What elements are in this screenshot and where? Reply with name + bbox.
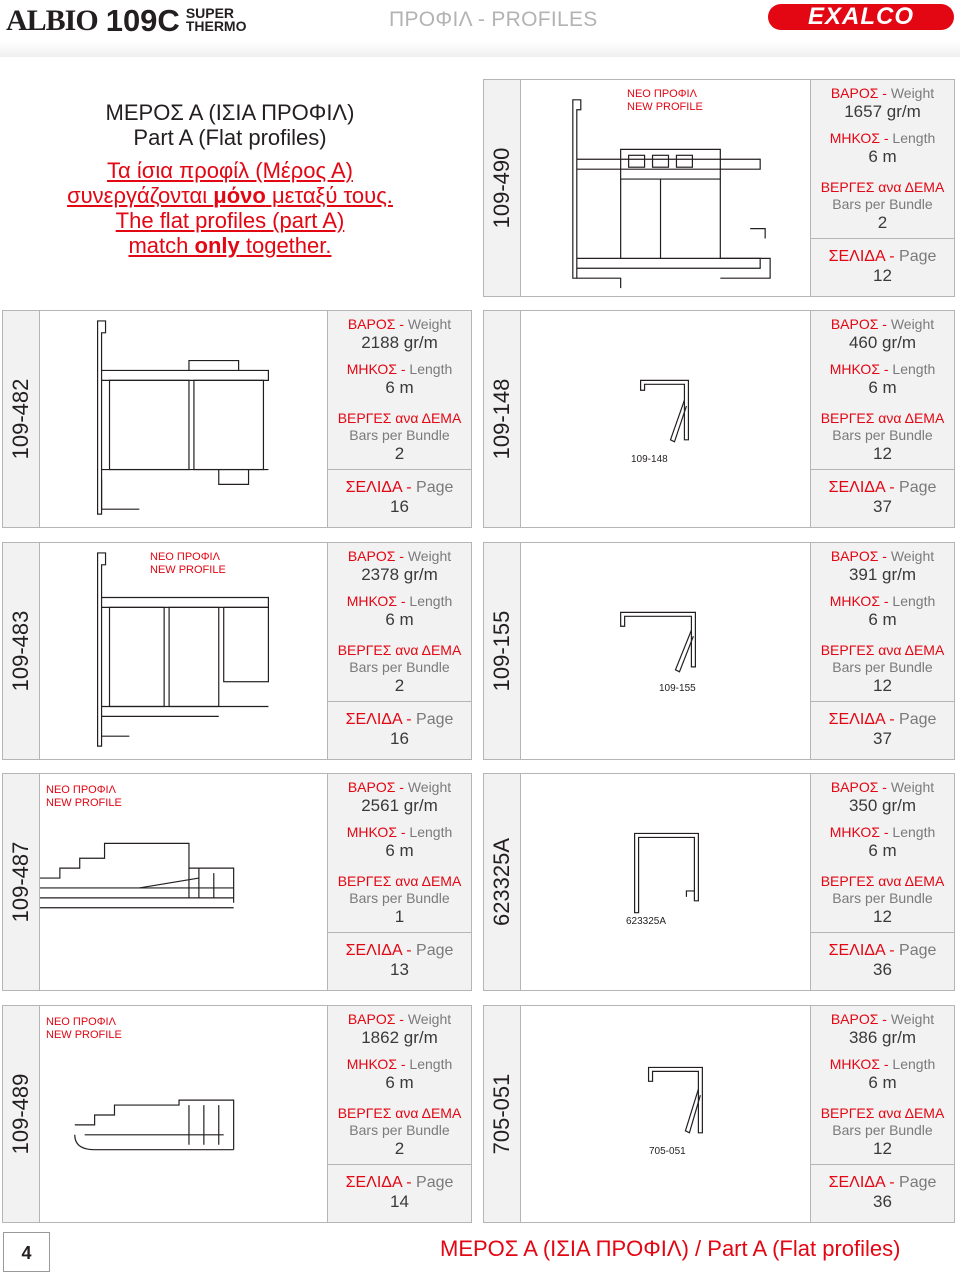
- figure-caption: 623325A: [626, 916, 667, 927]
- length-spec: [811, 130, 954, 166]
- profile-card-109-489: [2, 1005, 472, 1223]
- profile-card-109-148: [483, 310, 955, 528]
- profile-code: 109-155: [489, 610, 514, 692]
- spec-key-gr: ΒΑΡΟΣ -: [830, 316, 887, 332]
- profile-code-strip: [3, 1006, 40, 1222]
- profile-drawing: [521, 311, 810, 527]
- page-ref: [811, 932, 954, 990]
- profile-specs: [327, 543, 471, 759]
- spec-key-en: Weight: [890, 548, 935, 564]
- spec-key-gr: ΜΗΚΟΣ -: [829, 130, 889, 146]
- spec-key-en: Bars per Bundle: [832, 196, 933, 212]
- profile-code-strip: [3, 543, 40, 759]
- profile-code-strip: [484, 1006, 521, 1222]
- spec-key-en: Length: [892, 361, 936, 377]
- profile-code: 109-148: [489, 378, 514, 460]
- weight-value: 2188 gr/m: [361, 333, 438, 352]
- new-tag-en: NEW PROFILE: [46, 1029, 122, 1041]
- new-profile-tag: [46, 784, 122, 810]
- profile-code: 109-489: [8, 1073, 33, 1155]
- profile-drawing: [40, 774, 327, 990]
- profile-card-109-482: [2, 310, 472, 528]
- profile-specs: [327, 311, 471, 527]
- brand-series: [186, 7, 247, 33]
- page-value: 16: [390, 497, 409, 516]
- weight-value: 2561 gr/m: [361, 796, 438, 815]
- page-ref: [328, 469, 471, 527]
- length-value: 6 m: [385, 1073, 414, 1092]
- spec-key-en: Weight: [407, 316, 452, 332]
- profile-card-109-155: [483, 542, 955, 760]
- spec-key-en: Page: [899, 479, 937, 496]
- brand-super-2: THERMO: [185, 18, 247, 34]
- spec-key-gr: ΒΕΡΓΕΣ ανα ΔΕΜΑ: [820, 179, 945, 195]
- spec-key-en: Bars per Bundle: [832, 890, 933, 906]
- page-ref: [328, 932, 471, 990]
- intro-note-en-1: The flat profiles (part A): [115, 208, 345, 233]
- spec-key-en: Weight: [890, 316, 935, 332]
- bars-value: 1: [394, 907, 405, 926]
- spec-key-gr: ΜΗΚΟΣ -: [346, 593, 406, 609]
- page-number: 4: [3, 1232, 50, 1272]
- profile-code-strip: [484, 80, 521, 296]
- profile-specs: [810, 1006, 954, 1222]
- bars-value: 2: [394, 676, 405, 695]
- page-ref: [811, 1164, 954, 1222]
- weight-spec: [811, 316, 954, 352]
- spec-key-gr: ΒΕΡΓΕΣ ανα ΔΕΜΑ: [820, 410, 945, 426]
- profile-drawing: [40, 543, 327, 759]
- intro-text: match: [128, 233, 195, 258]
- profile-card-623325a: [483, 773, 955, 991]
- length-value: 6 m: [868, 610, 897, 629]
- bars-value: 2: [394, 1139, 405, 1158]
- spec-key-gr: ΜΗΚΟΣ -: [346, 824, 406, 840]
- spec-key-gr: ΣΕΛΙΔΑ -: [345, 711, 412, 728]
- spec-key-gr: ΣΕΛΙΔΑ -: [828, 479, 895, 496]
- weight-spec: [811, 548, 954, 584]
- spec-key-en: Weight: [890, 85, 935, 101]
- length-value: 6 m: [385, 610, 414, 629]
- spec-key-en: Bars per Bundle: [349, 427, 450, 443]
- length-spec: [811, 824, 954, 860]
- length-spec: [328, 824, 471, 860]
- spec-key-en: Page: [416, 1174, 454, 1191]
- weight-value: 2378 gr/m: [361, 565, 438, 584]
- spec-key-en: Weight: [407, 779, 452, 795]
- length-spec: [328, 1056, 471, 1092]
- new-tag-en: NEW PROFILE: [627, 101, 703, 113]
- new-tag-en: NEW PROFILE: [150, 564, 226, 576]
- spec-key-gr: ΣΕΛΙΔΑ -: [345, 1174, 412, 1191]
- new-tag-gr: ΝΕΟ ΠΡΟΦΙΛ: [46, 1016, 116, 1028]
- weight-spec: [811, 85, 954, 121]
- weight-spec: [328, 1011, 471, 1047]
- intro-title-gr: ΜΕΡΟΣ Α (ΙΣΙΑ ΠΡΟΦΙΛ): [105, 100, 355, 125]
- intro-title-en: Part A (Flat profiles): [133, 125, 327, 150]
- spec-key-en: Page: [899, 711, 937, 728]
- profile-code: 109-483: [8, 610, 33, 692]
- spec-key-en: Weight: [890, 779, 935, 795]
- page-value: 37: [873, 497, 892, 516]
- profile-drawing: [521, 80, 810, 296]
- footer-title: ΜΕΡΟΣ Α (ΙΣΙΑ ΠΡΟΦΙΛ) / Part A (Flat profiles): [440, 1236, 901, 1261]
- profile-code: 705-051: [489, 1073, 514, 1155]
- profile-specs: [810, 80, 954, 296]
- bars-spec: [328, 873, 471, 926]
- intro-emphasis: only: [194, 233, 240, 258]
- spec-key-gr: ΒΑΡΟΣ -: [347, 1011, 404, 1027]
- weight-spec: [811, 779, 954, 815]
- bars-spec: [811, 873, 954, 926]
- spec-key-en: Weight: [890, 1011, 935, 1027]
- spec-key-gr: ΣΕΛΙΔΑ -: [828, 942, 895, 959]
- weight-spec: [811, 1011, 954, 1047]
- brand-super-1: SUPER: [185, 5, 235, 21]
- spec-key-en: Page: [416, 711, 454, 728]
- profile-section-drawing: [40, 311, 327, 527]
- figure-caption: 705-051: [649, 1146, 686, 1157]
- profile-code-strip: [3, 311, 40, 527]
- new-tag-gr: ΝΕΟ ΠΡΟΦΙΛ: [627, 88, 697, 100]
- page-ref: [328, 701, 471, 759]
- length-value: 6 m: [385, 378, 414, 397]
- spec-key-gr: ΒΑΡΟΣ -: [347, 779, 404, 795]
- spec-key-en: Length: [409, 361, 453, 377]
- spec-key-en: Page: [416, 479, 454, 496]
- exalco-logo: EXALCO: [768, 4, 954, 30]
- profile-card-705-051: [483, 1005, 955, 1223]
- bars-value: 2: [877, 213, 888, 232]
- spec-key-gr: ΣΕΛΙΔΑ -: [828, 1174, 895, 1191]
- profile-code: 109-490: [489, 147, 514, 229]
- spec-key-gr: ΒΕΡΓΕΣ ανα ΔΕΜΑ: [337, 642, 462, 658]
- spec-key-gr: ΒΕΡΓΕΣ ανα ΔΕΜΑ: [820, 642, 945, 658]
- spec-key-gr: ΒΑΡΟΣ -: [830, 85, 887, 101]
- spec-key-gr: ΜΗΚΟΣ -: [829, 1056, 889, 1072]
- spec-key-en: Length: [892, 1056, 936, 1072]
- page-value: 16: [390, 729, 409, 748]
- new-profile-tag: [46, 1016, 122, 1042]
- spec-key-en: Weight: [407, 1011, 452, 1027]
- length-value: 6 m: [868, 147, 897, 166]
- profile-section-drawing: [521, 543, 810, 759]
- intro-note-gr-2: [40, 183, 420, 208]
- figure-caption: 109-155: [659, 683, 696, 694]
- new-tag-gr: ΝΕΟ ΠΡΟΦΙΛ: [150, 551, 220, 563]
- length-value: 6 m: [385, 841, 414, 860]
- length-value: 6 m: [868, 378, 897, 397]
- page-value: 36: [873, 1192, 892, 1211]
- profile-specs: [810, 311, 954, 527]
- profile-drawing: [521, 543, 810, 759]
- spec-key-en: Length: [409, 1056, 453, 1072]
- spec-key-en: Length: [892, 824, 936, 840]
- profile-code: 109-482: [8, 378, 33, 460]
- profile-drawing: [40, 311, 327, 527]
- profile-specs: [810, 774, 954, 990]
- spec-key-en: Page: [899, 248, 937, 265]
- new-tag-gr: ΝΕΟ ΠΡΟΦΙΛ: [46, 784, 116, 796]
- spec-key-en: Bars per Bundle: [832, 1122, 933, 1138]
- spec-key-gr: ΒΕΡΓΕΣ ανα ΔΕΜΑ: [337, 1105, 462, 1121]
- intro-note-gr-1: Τα ίσια προφίλ (Μέρος Α): [107, 158, 353, 183]
- spec-key-gr: ΜΗΚΟΣ -: [829, 361, 889, 377]
- length-spec: [328, 593, 471, 629]
- profile-code-strip: [484, 774, 521, 990]
- intro-text: συνεργάζονται: [67, 183, 214, 208]
- spec-key-gr: ΣΕΛΙΔΑ -: [345, 942, 412, 959]
- page-value: 14: [390, 1192, 409, 1211]
- profile-card-109-483: [2, 542, 472, 760]
- spec-key-gr: ΜΗΚΟΣ -: [829, 824, 889, 840]
- intro-block: [40, 100, 420, 258]
- spec-key-gr: ΣΕΛΙΔΑ -: [828, 711, 895, 728]
- profile-code-strip: [484, 311, 521, 527]
- spec-key-en: Length: [892, 593, 936, 609]
- weight-spec: [328, 779, 471, 815]
- profile-drawing: [521, 774, 810, 990]
- weight-value: 460 gr/m: [848, 333, 917, 352]
- profile-section-drawing: [521, 774, 810, 990]
- profile-section-drawing: [521, 311, 810, 527]
- bars-value: 12: [873, 676, 892, 695]
- page-value: 12: [873, 266, 892, 285]
- bars-spec: [328, 410, 471, 463]
- spec-key-gr: ΒΑΡΟΣ -: [830, 1011, 887, 1027]
- weight-value: 386 gr/m: [848, 1028, 917, 1047]
- new-profile-tag: [627, 88, 703, 114]
- spec-key-en: Page: [899, 942, 937, 959]
- bars-spec: [328, 1105, 471, 1158]
- profile-drawing: [521, 1006, 810, 1222]
- spec-key-en: Bars per Bundle: [349, 1122, 450, 1138]
- length-spec: [811, 593, 954, 629]
- brand: [6, 2, 246, 36]
- bars-spec: [811, 642, 954, 695]
- intro-text: together.: [239, 233, 332, 258]
- intro-emphasis: μόνο: [213, 183, 266, 208]
- spec-key-gr: ΒΑΡΟΣ -: [347, 548, 404, 564]
- bars-value: 12: [873, 1139, 892, 1158]
- spec-key-gr: ΒΕΡΓΕΣ ανα ΔΕΜΑ: [820, 873, 945, 889]
- intro-note-en-2: [40, 233, 420, 258]
- length-spec: [328, 361, 471, 397]
- profile-card-109-490: [483, 79, 955, 297]
- length-spec: [811, 1056, 954, 1092]
- spec-key-gr: ΒΑΡΟΣ -: [830, 548, 887, 564]
- profile-card-109-487: [2, 773, 472, 991]
- profile-code: 109-487: [8, 841, 33, 923]
- page-ref: [811, 238, 954, 296]
- spec-key-en: Bars per Bundle: [832, 427, 933, 443]
- bars-value: 2: [394, 444, 405, 463]
- page-ref: [811, 701, 954, 759]
- weight-spec: [328, 548, 471, 584]
- spec-key-en: Page: [416, 942, 454, 959]
- spec-key-gr: ΒΕΡΓΕΣ ανα ΔΕΜΑ: [337, 873, 462, 889]
- spec-key-gr: ΣΕΛΙΔΑ -: [345, 479, 412, 496]
- bars-spec: [328, 642, 471, 695]
- profile-specs: [327, 1006, 471, 1222]
- spec-key-gr: ΜΗΚΟΣ -: [829, 593, 889, 609]
- profile-code-strip: [484, 543, 521, 759]
- intro-text: μεταξύ τους.: [265, 183, 393, 208]
- page-ref: [811, 469, 954, 527]
- figure-caption: 109-148: [631, 454, 668, 465]
- brand-code: 109C: [105, 3, 180, 38]
- spec-key-gr: ΒΑΡΟΣ -: [830, 779, 887, 795]
- page-value: 37: [873, 729, 892, 748]
- profile-drawing: [40, 1006, 327, 1222]
- spec-key-en: Length: [409, 824, 453, 840]
- profile-specs: [810, 543, 954, 759]
- length-value: 6 m: [868, 1073, 897, 1092]
- bars-spec: [811, 410, 954, 463]
- profile-specs: [327, 774, 471, 990]
- profile-section-drawing: [521, 1006, 810, 1222]
- spec-key-en: Bars per Bundle: [349, 890, 450, 906]
- weight-value: 1657 gr/m: [844, 102, 921, 121]
- profile-code: 623325A: [489, 837, 514, 927]
- length-spec: [811, 361, 954, 397]
- weight-value: 391 gr/m: [848, 565, 917, 584]
- spec-key-en: Page: [899, 1174, 937, 1191]
- spec-key-en: Bars per Bundle: [349, 659, 450, 675]
- brand-name: ALBIO: [6, 4, 98, 37]
- weight-value: 350 gr/m: [848, 796, 917, 815]
- spec-key-gr: ΜΗΚΟΣ -: [346, 1056, 406, 1072]
- spec-key-en: Bars per Bundle: [832, 659, 933, 675]
- page-value: 13: [390, 960, 409, 979]
- page-ref: [328, 1164, 471, 1222]
- section-title: ΠΡΟΦΙΛ - PROFILES: [389, 8, 598, 31]
- spec-key-en: Weight: [407, 548, 452, 564]
- spec-key-gr: ΣΕΛΙΔΑ -: [828, 248, 895, 265]
- bars-value: 12: [873, 444, 892, 463]
- spec-key-en: Length: [892, 130, 936, 146]
- spec-key-en: Length: [409, 593, 453, 609]
- bars-value: 12: [873, 907, 892, 926]
- header-divider: [0, 41, 960, 57]
- new-tag-en: NEW PROFILE: [46, 797, 122, 809]
- spec-key-gr: ΒΕΡΓΕΣ ανα ΔΕΜΑ: [820, 1105, 945, 1121]
- profile-code-strip: [3, 774, 40, 990]
- page-value: 36: [873, 960, 892, 979]
- spec-key-gr: ΒΕΡΓΕΣ ανα ΔΕΜΑ: [337, 410, 462, 426]
- weight-value: 1862 gr/m: [361, 1028, 438, 1047]
- bars-spec: [811, 1105, 954, 1158]
- length-value: 6 m: [868, 841, 897, 860]
- weight-spec: [328, 316, 471, 352]
- spec-key-gr: ΒΑΡΟΣ -: [347, 316, 404, 332]
- bars-spec: [811, 179, 954, 232]
- new-profile-tag: [150, 551, 226, 577]
- spec-key-gr: ΜΗΚΟΣ -: [346, 361, 406, 377]
